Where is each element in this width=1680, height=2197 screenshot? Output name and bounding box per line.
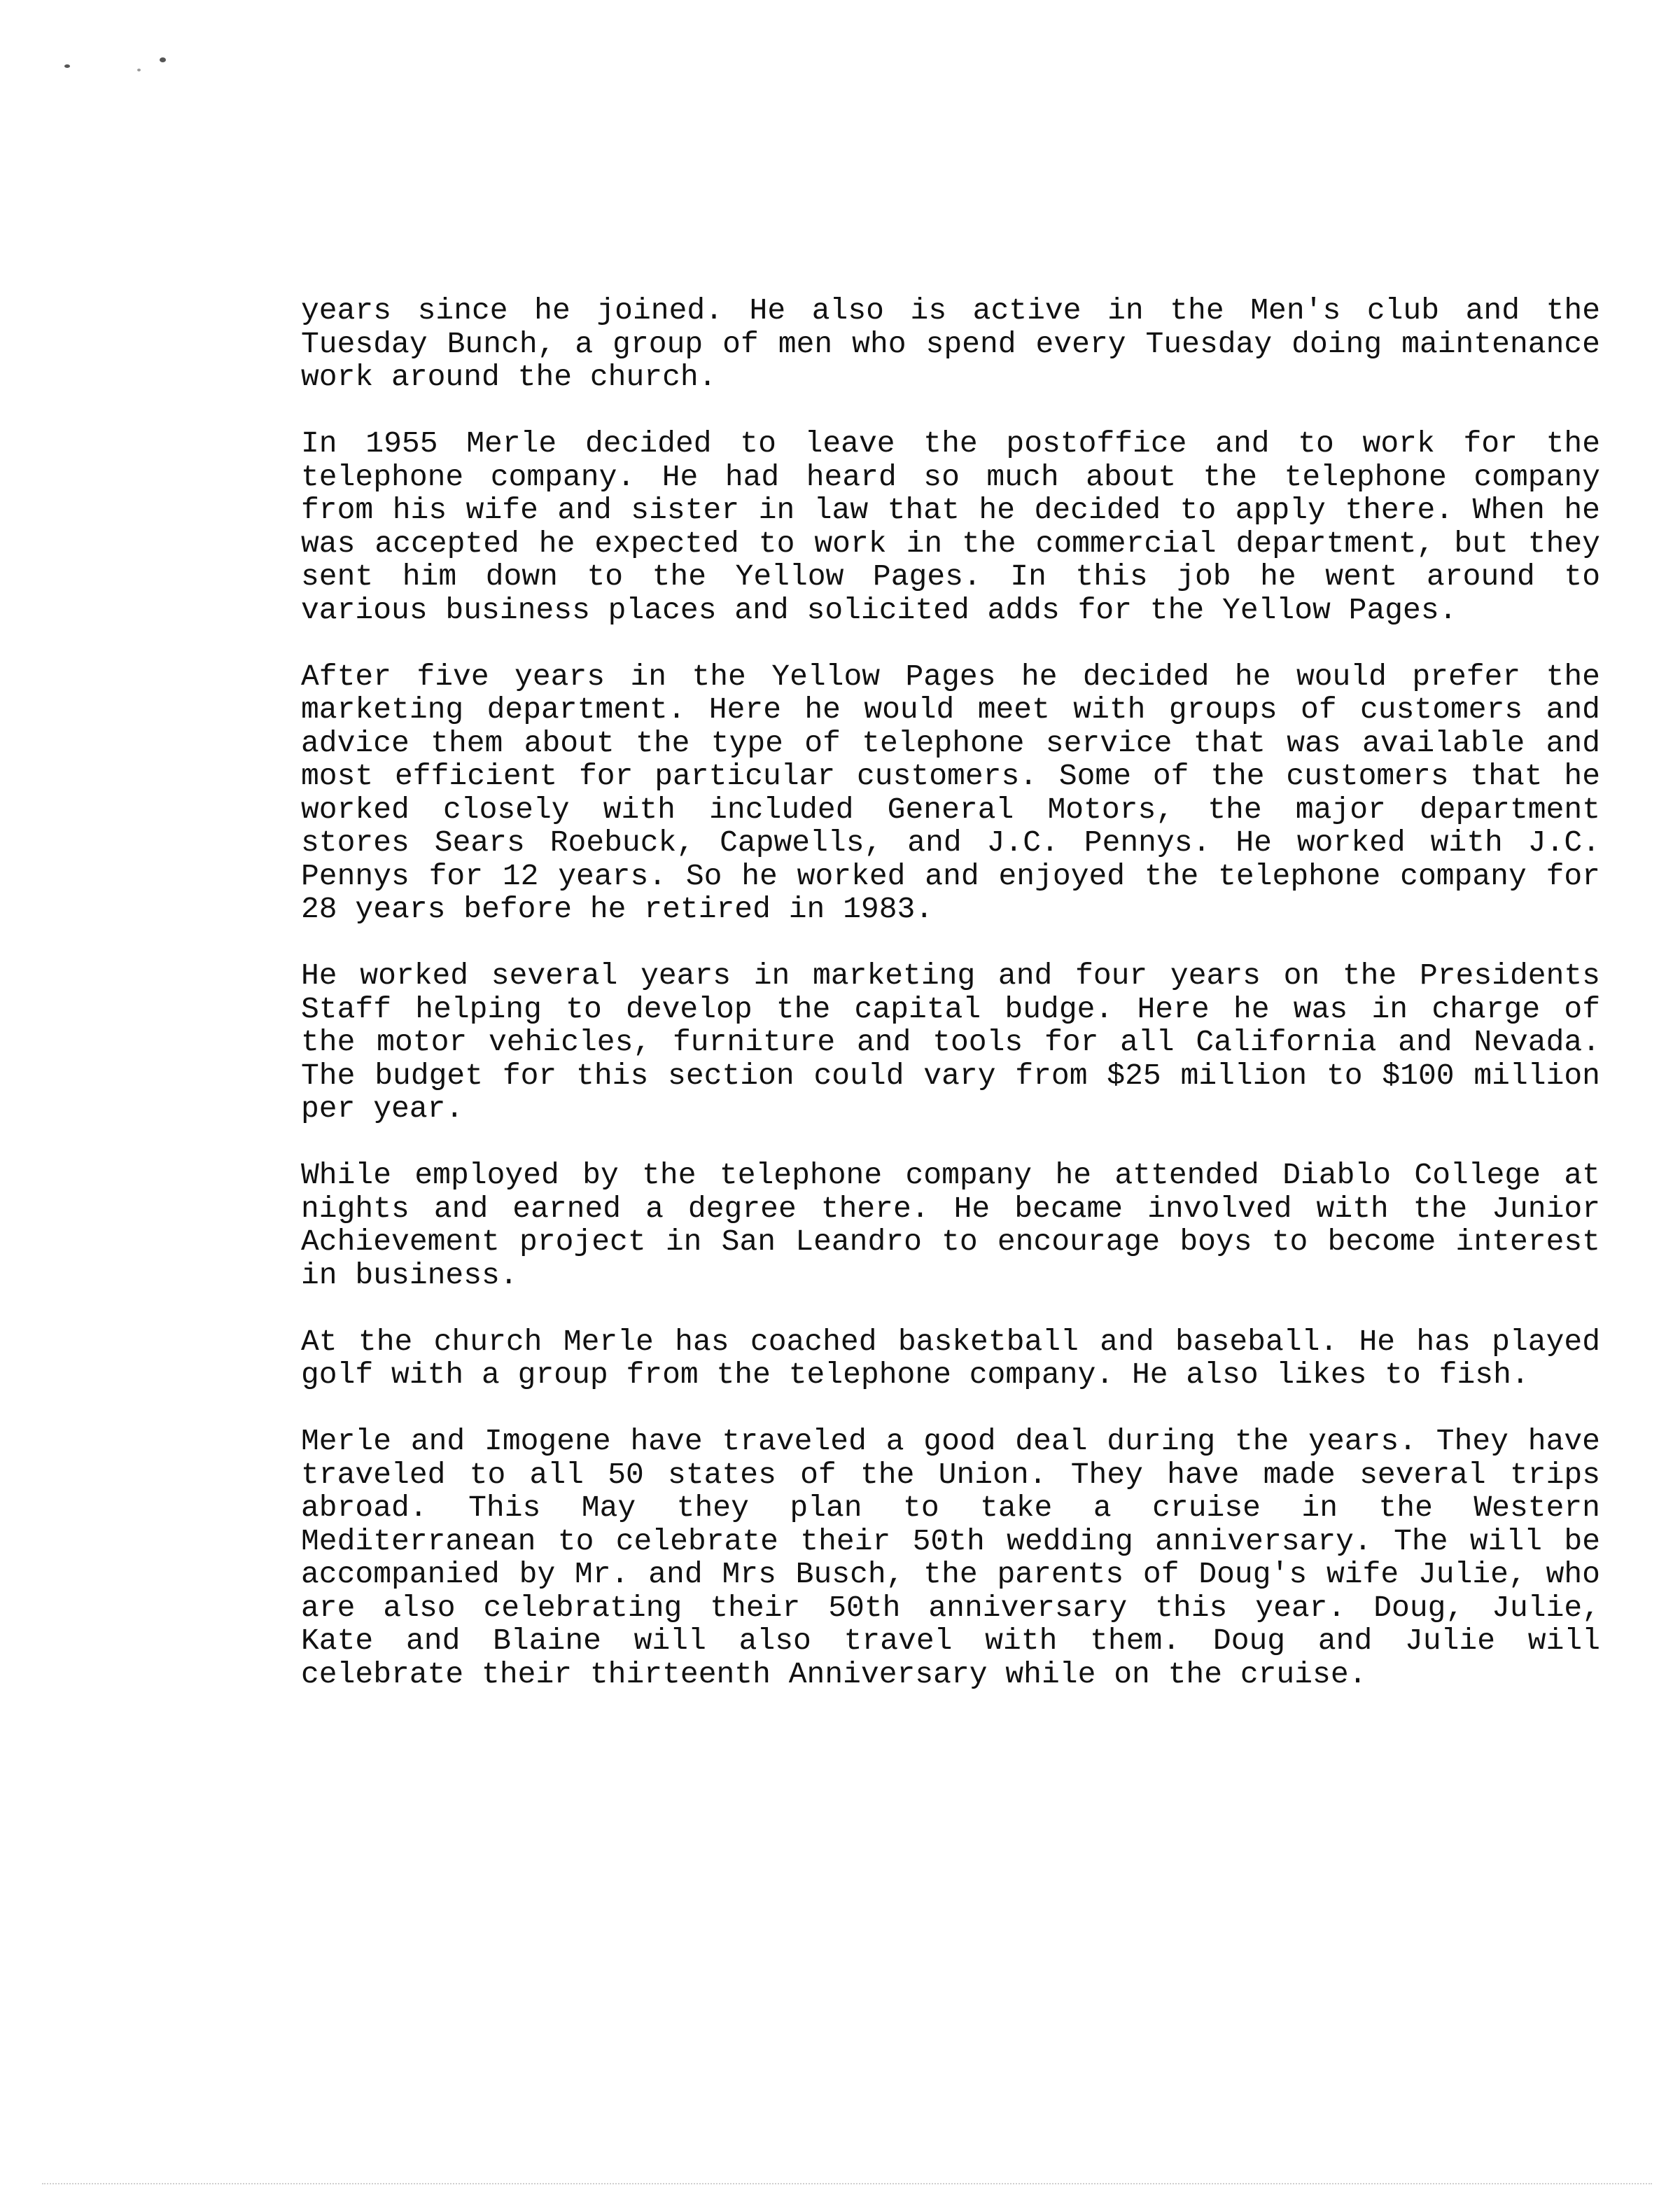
paragraph-marketing-department: After five years in the Yellow Pages he decided he would prefer the marketing department. Here he would meet with groups of customers and advice them about the type of telephone service that was available and most efficient for particular customers. Some of the customers that he worked closely with included General Motors, the major department stores Sears Roebuck, Capwells, and J.C. Pennys. He worked with J.C. Pennys for 12 years. So he worked and enjoyed the telephone company for 28 years before he retired in 1983. bbox=[301, 659, 1600, 926]
body-text bbox=[301, 294, 1600, 1724]
scan-mark bbox=[64, 64, 70, 68]
paragraph-travel: Merle and Imogene have traveled a good deal during the years. They have traveled to all 50 states of the Union. They have made several trips abroad. This May they plan to take a cruise in the Western Mediterranean to celebrate their 50th wedding anniversary. The will be accompanied by Mr. and Mrs Busch, the parents of Doug's wife Julie, who are also celebrating their 50th anniversary this year. Doug, Julie, Kate and Blaine will also travel with them. Doug and Julie will celebrate their thirteenth Anniversary while on the cruise. bbox=[301, 1424, 1600, 1692]
paragraph-presidents-staff: He worked several years in marketing and four years on the Presidents Staff helping to develop the capital budge. Here he was in charge of the motor vehicles, furniture and tools for all California and Nevada. The budget for this section could vary from $25 million to $100 million per year. bbox=[301, 958, 1600, 1126]
paragraph-telephone-company: In 1955 Merle decided to leave the postoffice and to work for the telephone company. He had heard so much about the telephone company from his wife and sister in law that he decided to apply there. When he was accepted he expected to work in the commercial department, but they sent him down to the Yellow Pages. In this job he went around to various business places and solicited adds for the Yellow Pages. bbox=[301, 426, 1600, 627]
scan-mark bbox=[137, 69, 141, 71]
scan-edge bbox=[42, 2183, 1652, 2186]
scan-mark bbox=[160, 57, 166, 62]
paragraph-church-activities: years since he joined. He also is active in the Men's club and the Tuesday Bunch, a group of men who spend every Tuesday doing maintenance work around the church. bbox=[301, 293, 1600, 394]
paragraph-sports-hobbies: At the church Merle has coached basketball and baseball. He has played golf with a group from the telephone company. He also likes to fish. bbox=[301, 1324, 1600, 1392]
paragraph-diablo-college: While employed by the telephone company he attended Diablo College at nights and earned a degree there. He became involved with the Junior Achievement project in San Leandro to encourage boys to become interest in business. bbox=[301, 1158, 1600, 1292]
